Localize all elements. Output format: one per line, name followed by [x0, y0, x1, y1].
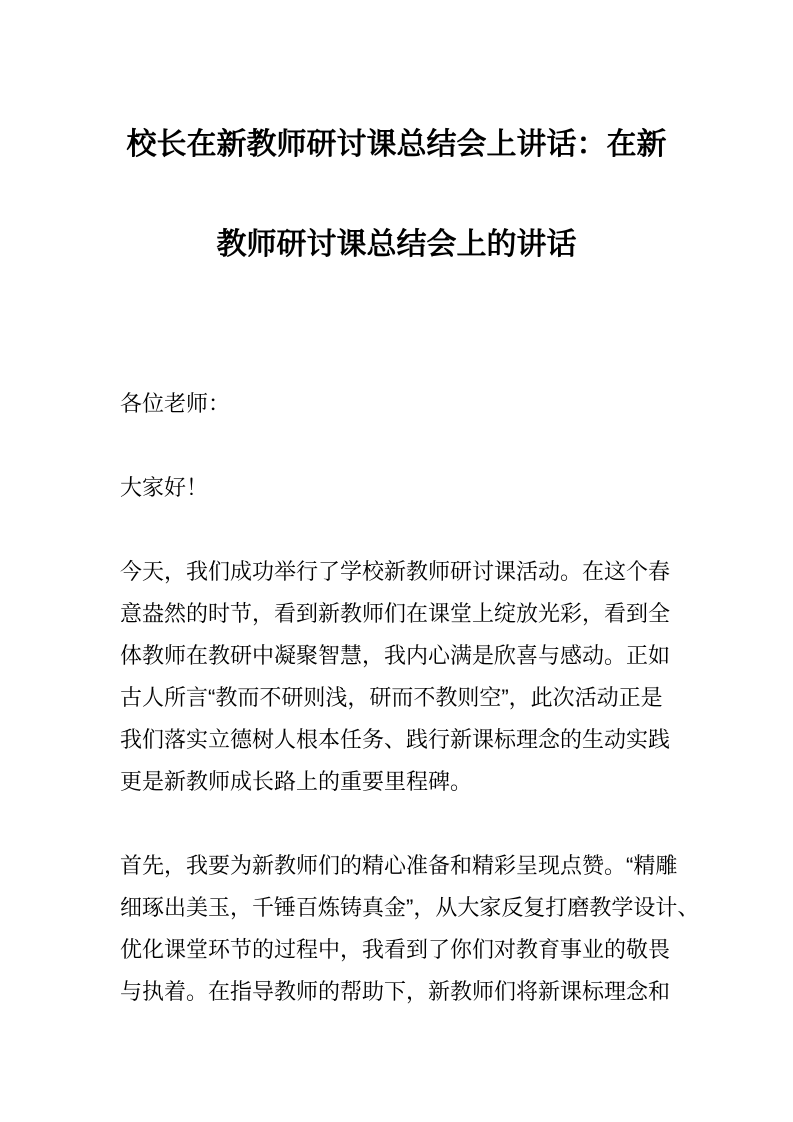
text-line: 体教师在教研中凝聚智慧，我内心满是欣喜与感动。正如 [120, 643, 671, 668]
document-title [120, 95, 673, 295]
title-line-2: 教师研讨课总结会上的讲话 [216, 228, 577, 261]
text-line: 首先，我要为新教师们的精心准备和精彩呈现点赞。“精雕 [120, 853, 678, 878]
text-line: 我们落实立德树人根本任务、践行新课标理念的生动实践 [120, 727, 671, 752]
text-line: 细琢出美玉，千锤百炼铸真金”，从大家反复打磨教学设计、 [120, 895, 700, 920]
title-line-1: 校长在新教师研讨课总结会上讲话：在新 [126, 128, 667, 161]
paragraph-salutation [120, 383, 673, 425]
text-line: 各位老师： [120, 391, 231, 416]
text-line: 意盎然的时节，看到新教师们在课堂上绽放光彩，看到全 [120, 601, 671, 626]
text-line: 优化课堂环节的过程中，我看到了你们对教育事业的敬畏 [120, 937, 671, 962]
paragraph-intro [120, 551, 673, 803]
text-line: 大家好！ [120, 475, 209, 500]
paragraph-praise [120, 845, 700, 1013]
text-line: 今天，我们成功举行了学校新教师研讨课活动。在这个春 [120, 559, 671, 584]
paragraph-greeting [120, 467, 673, 509]
text-line: 更是新教师成长路上的重要里程碑。 [120, 769, 473, 794]
text-line: 古人所言“教而不研则浅，研而不教则空”，此次活动正是 [120, 685, 663, 710]
text-line: 与执着。在指导教师的帮助下，新教师们将新课标理念和 [120, 979, 671, 1004]
